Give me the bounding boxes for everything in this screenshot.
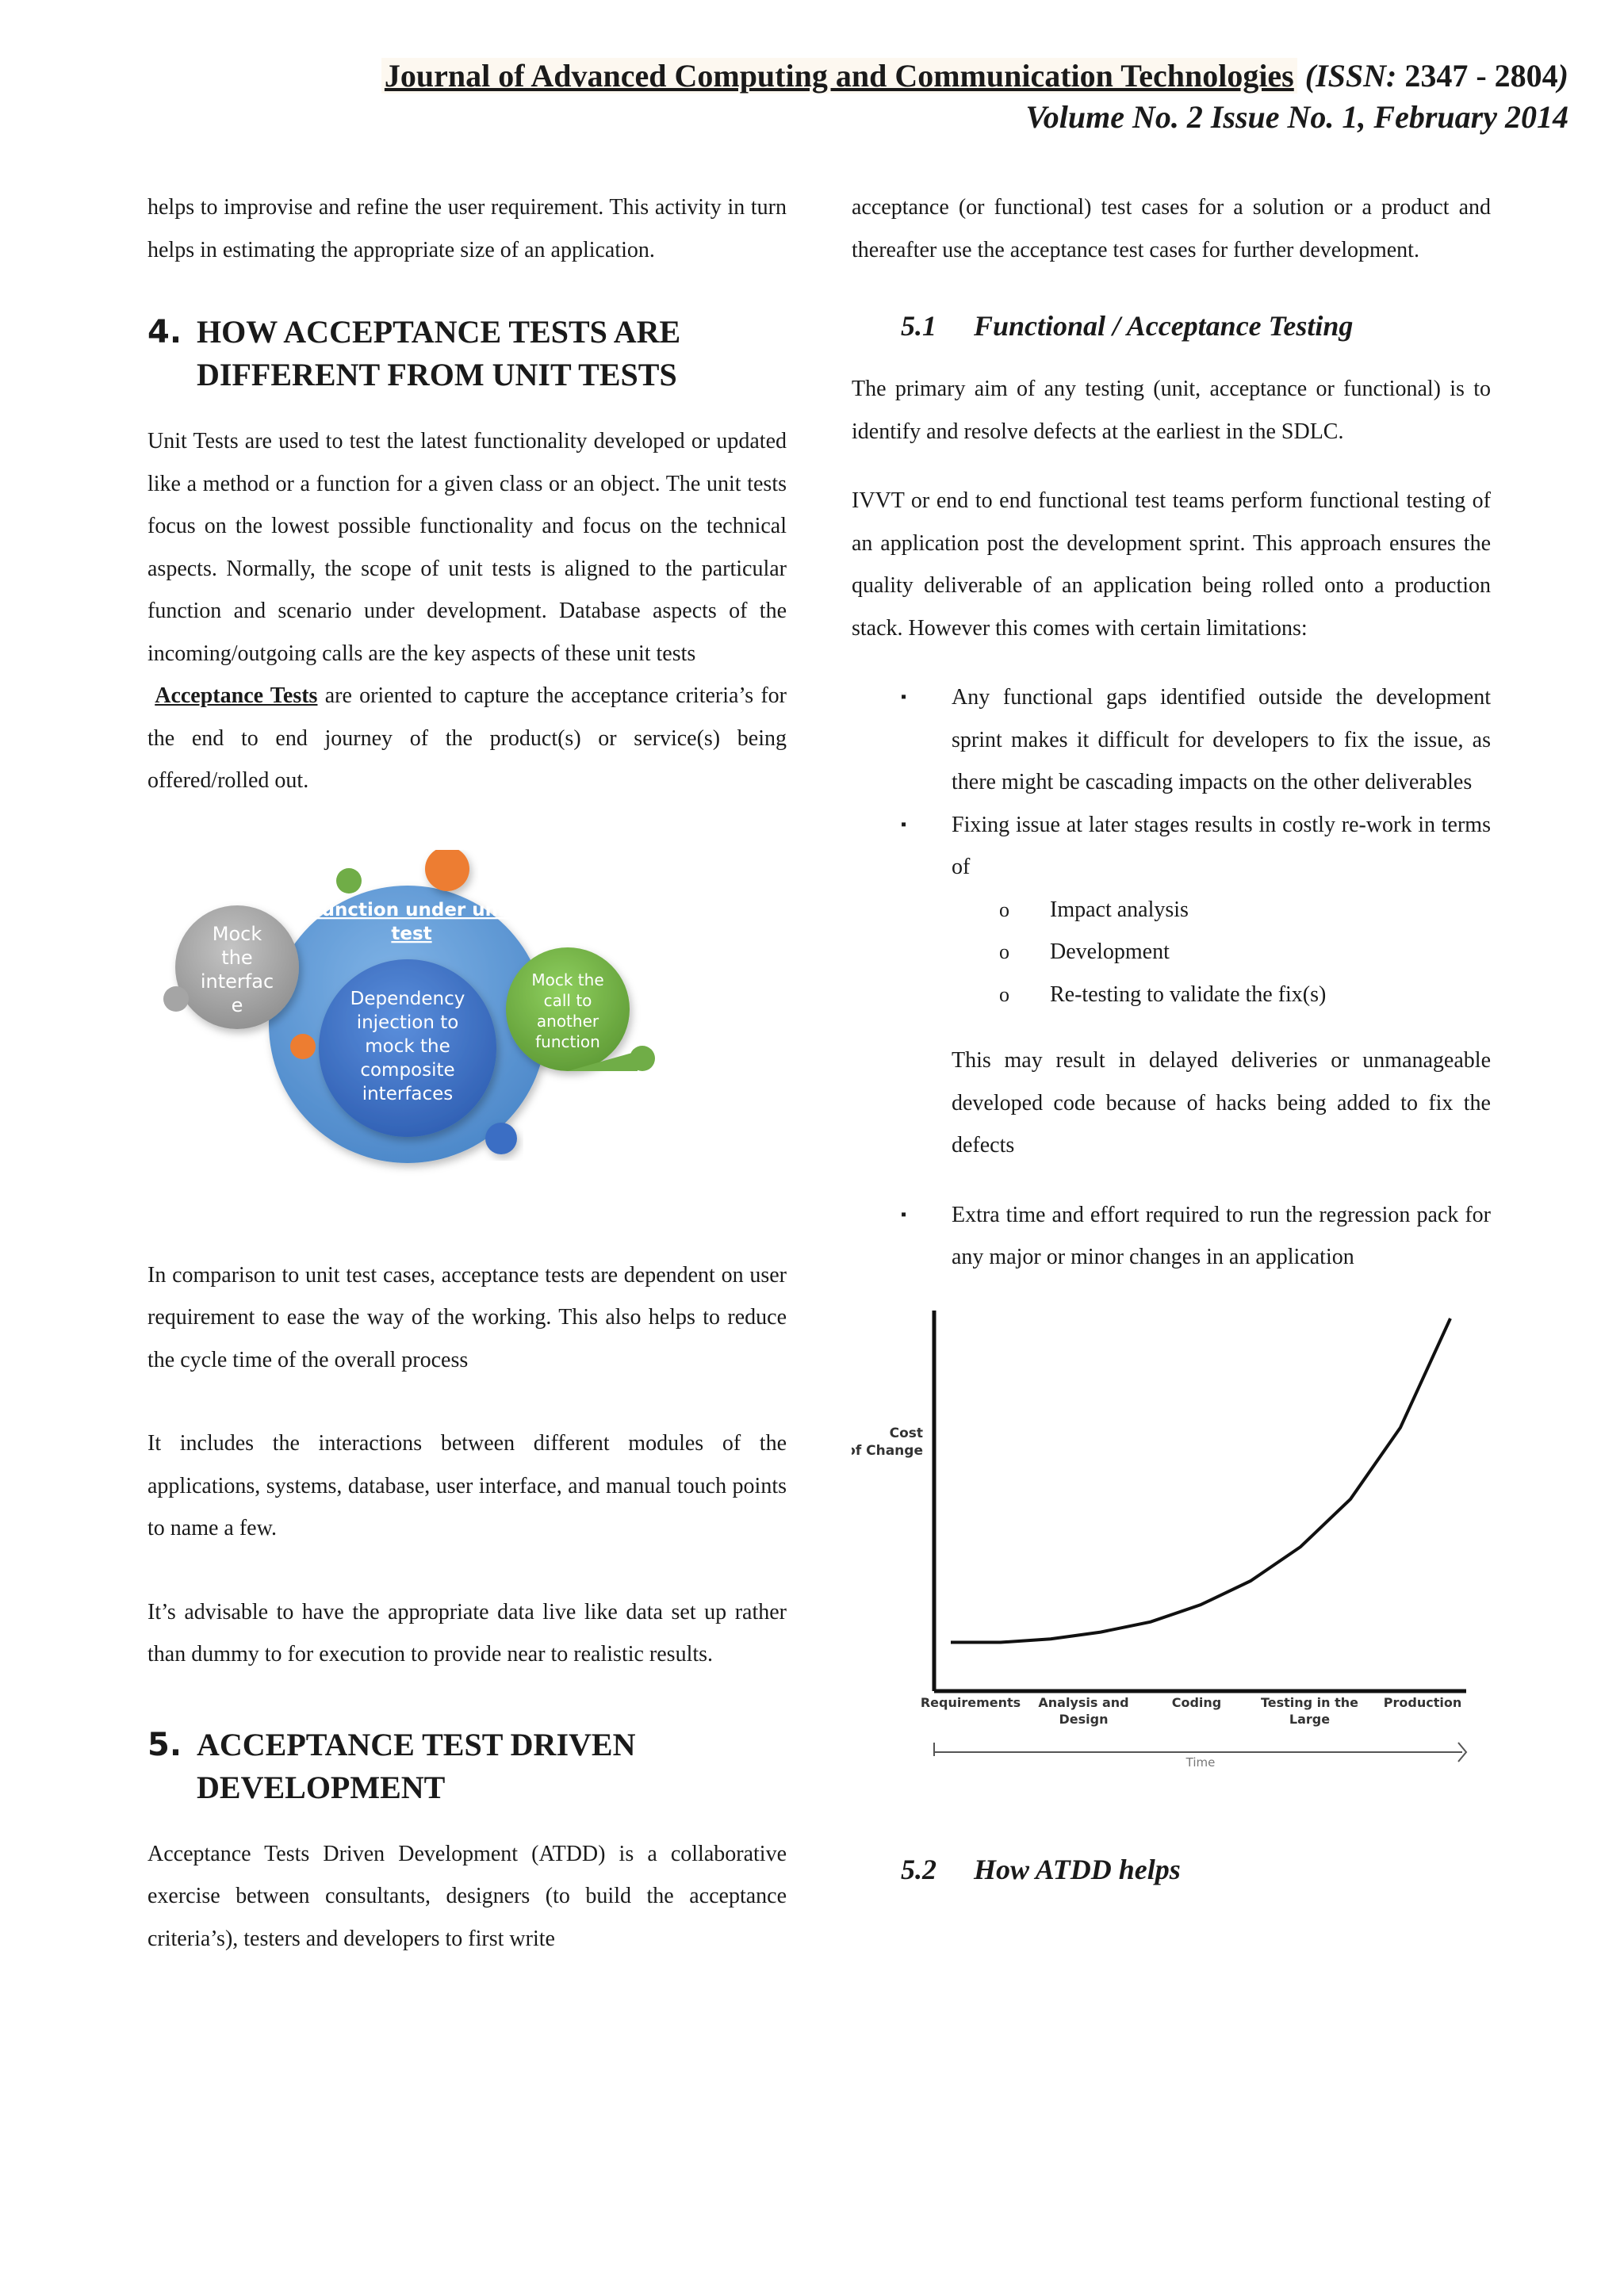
header-line-1 bbox=[220, 55, 1568, 97]
mock-right-label-1: Mock the bbox=[531, 970, 604, 989]
green-small-bubble bbox=[630, 1046, 655, 1071]
circle-bullet-icon: o bbox=[999, 897, 1009, 921]
inner-label-2: injection to bbox=[356, 1012, 459, 1033]
orange-large-bubble bbox=[425, 850, 469, 891]
bullet-text: Fixing issue at later stages results in costly re-work in terms of bbox=[952, 812, 1491, 879]
mock-left-label-2: the bbox=[221, 946, 253, 969]
paragraph-advisable: It’s advisable to have the appropriate data live like data set up rather than dummy to for execution to provide near to realistic results. bbox=[147, 1599, 787, 1667]
paragraph-includes: It includes the interactions between different modules of the applications, systems, database, user interface, and manual touch points to name a few. bbox=[147, 1431, 787, 1540]
bullet-text: Extra time and effort required to run the regression pack for any major or minor changes in an application bbox=[952, 1202, 1491, 1269]
acceptance-tests-text: are oriented to capture the acceptance criteria’s for the end to end journey of the product(s) or service(s) being offered/rolled out. bbox=[147, 683, 787, 793]
paragraph-ivvt: IVVT or end to end functional test teams perform functional testing of an application post the development sprint. This approach ensures the quality deliverable of an application being rolled onto a production stack. However this comes with certain limitations: bbox=[852, 488, 1491, 641]
section-4-title: HOW ACCEPTANCE TESTS ARE DIFFERENT FROM UNIT TESTS bbox=[197, 314, 681, 392]
grey-small-bubble bbox=[163, 986, 189, 1012]
paragraph-delayed: This may result in delayed deliveries or unmanageable developed code because of hacks being added to fix the defects bbox=[952, 1048, 1491, 1158]
mock-left-label-1: Mock bbox=[212, 922, 262, 945]
unit-test-diagram bbox=[154, 850, 685, 1183]
issn-label: (ISSN: bbox=[1297, 58, 1397, 94]
green-top-bubble bbox=[336, 868, 362, 894]
main-label-line2: test bbox=[391, 923, 432, 944]
sub-list-item bbox=[999, 889, 1491, 932]
chart-x-tick-label: Design bbox=[1059, 1711, 1109, 1727]
sub-list-item bbox=[999, 931, 1491, 974]
chart-x-tick-labels bbox=[921, 1695, 1461, 1727]
bullet-text: Any functional gaps identified outside the development sprint makes it difficult for developers to fix the issue, as there might be cascading impacts on the other deliverables bbox=[952, 685, 1491, 794]
rework-sublist bbox=[999, 889, 1491, 1016]
section-5-number: 5. bbox=[147, 1726, 182, 1763]
chart-x-tick-label: Production bbox=[1383, 1694, 1462, 1710]
volume-line: Volume No. 2 Issue No. 1, February 2014 bbox=[1025, 99, 1568, 135]
square-bullet-icon: ▪ bbox=[901, 815, 907, 833]
paragraph-continued: acceptance (or functional) test cases for a solution or a product and thereafter use the acceptance test cases for further development. bbox=[852, 195, 1491, 262]
circle-bullet-icon: o bbox=[999, 982, 1009, 1006]
sub-bullet-text: Re-testing to validate the fix(s) bbox=[1050, 982, 1327, 1007]
chart-ylabel-line1: Cost bbox=[889, 1425, 923, 1441]
chart-ylabel-line2: of Change bbox=[852, 1442, 923, 1459]
list-item bbox=[901, 676, 1491, 804]
journal-title: Journal of Advanced Computing and Communication Technologies bbox=[381, 58, 1297, 94]
mock-right-label-3: another bbox=[536, 1011, 599, 1031]
running-header bbox=[220, 55, 1568, 138]
cost-of-change-chart bbox=[852, 1311, 1470, 1778]
sub-list-item bbox=[999, 974, 1491, 1016]
chart-x-tick-label: Coding bbox=[1171, 1694, 1222, 1710]
section-5-title: ACCEPTANCE TEST DRIVEN DEVELOPMENT bbox=[197, 1726, 636, 1805]
paragraph-comparison: In comparison to unit test cases, acceptance tests are dependent on user requirement to ease the way of the working. This also helps to reduce the cycle time of the overall process bbox=[147, 1262, 787, 1372]
inner-label-5: interfaces bbox=[362, 1083, 454, 1104]
inner-label-4: composite bbox=[360, 1059, 455, 1081]
mock-left-label-3: interfac bbox=[200, 970, 274, 993]
circle-bullet-icon: o bbox=[999, 940, 1009, 963]
mock-right-label-4: function bbox=[535, 1031, 600, 1051]
chart-x-tick-label: Testing in the bbox=[1260, 1694, 1359, 1710]
paragraph-atdd: Acceptance Tests Driven Development (ATDD) is a collaborative exercise between consultants, designers (to build the acceptance criteria’s), testers and developers to first write bbox=[147, 1841, 787, 1951]
mock-right-label-2: call to bbox=[543, 990, 592, 1010]
issn-close: ) bbox=[1557, 58, 1568, 94]
cost-of-change-chart-svg bbox=[852, 1311, 1470, 1778]
section-5-2-title: How ATDD helps bbox=[974, 1853, 1181, 1885]
section-5-1-number: 5.1 bbox=[901, 310, 936, 342]
orange-small-bubble bbox=[290, 1034, 316, 1059]
section-5-2-number: 5.2 bbox=[901, 1853, 936, 1885]
left-column bbox=[147, 186, 787, 1987]
square-bullet-icon: ▪ bbox=[901, 688, 907, 706]
square-bullet-icon: ▪ bbox=[901, 1205, 907, 1223]
sub-bullet-text: Development bbox=[1050, 939, 1170, 964]
list-item bbox=[901, 1194, 1491, 1279]
limitations-list bbox=[901, 676, 1491, 1016]
chart-x-tick-label: Requirements bbox=[920, 1694, 1021, 1710]
sub-bullet-text: Impact analysis bbox=[1050, 897, 1189, 922]
section-4-heading bbox=[147, 311, 787, 396]
section-5-2-heading bbox=[901, 1850, 1491, 1889]
chart-x-tick-label: Analysis and bbox=[1038, 1694, 1129, 1710]
blue-small-bubble bbox=[485, 1123, 517, 1154]
issn-number: 2347 - 2804 bbox=[1396, 58, 1558, 94]
section-5-1-heading bbox=[901, 306, 1491, 346]
list-item bbox=[901, 804, 1491, 1016]
inner-label-3: mock the bbox=[365, 1035, 450, 1057]
regression-list bbox=[901, 1194, 1491, 1279]
chart-x-tick-label: Large bbox=[1289, 1711, 1331, 1727]
paragraph-acceptance-tests bbox=[147, 675, 787, 802]
main-label-line1: Function under unit bbox=[310, 899, 513, 920]
right-column bbox=[852, 186, 1491, 1911]
paragraph-intro: helps to improvise and refine the user requirement. This activity in turn helps in estimating the appropriate size of an application. bbox=[147, 195, 787, 262]
inner-label-1: Dependency bbox=[350, 988, 465, 1009]
section-5-heading bbox=[147, 1724, 787, 1809]
section-4-number: 4. bbox=[147, 314, 182, 350]
chart-series-line bbox=[951, 1318, 1450, 1643]
acceptance-tests-term: Acceptance Tests bbox=[155, 683, 318, 708]
unit-test-diagram-svg bbox=[154, 850, 685, 1183]
paragraph-aim: The primary aim of any testing (unit, acceptance or functional) is to identify and resolve defects at the earliest in the SDLC. bbox=[852, 377, 1491, 444]
paragraph-unit-tests: Unit Tests are used to test the latest functionality developed or updated like a method or a function for a given class or an object. The unit tests focus on the lowest possible functionality and focus on the technical aspects. Normally, the scope of unit tests is aligned to the particular function and scenario under development. Database aspects of the incoming/outgoing calls are the key aspects of these unit tests bbox=[147, 429, 787, 666]
section-5-1-title: Functional / Acceptance Testing bbox=[974, 310, 1354, 342]
chart-xlabel: Time bbox=[1185, 1755, 1216, 1770]
mock-left-label-4: e bbox=[231, 993, 243, 1016]
